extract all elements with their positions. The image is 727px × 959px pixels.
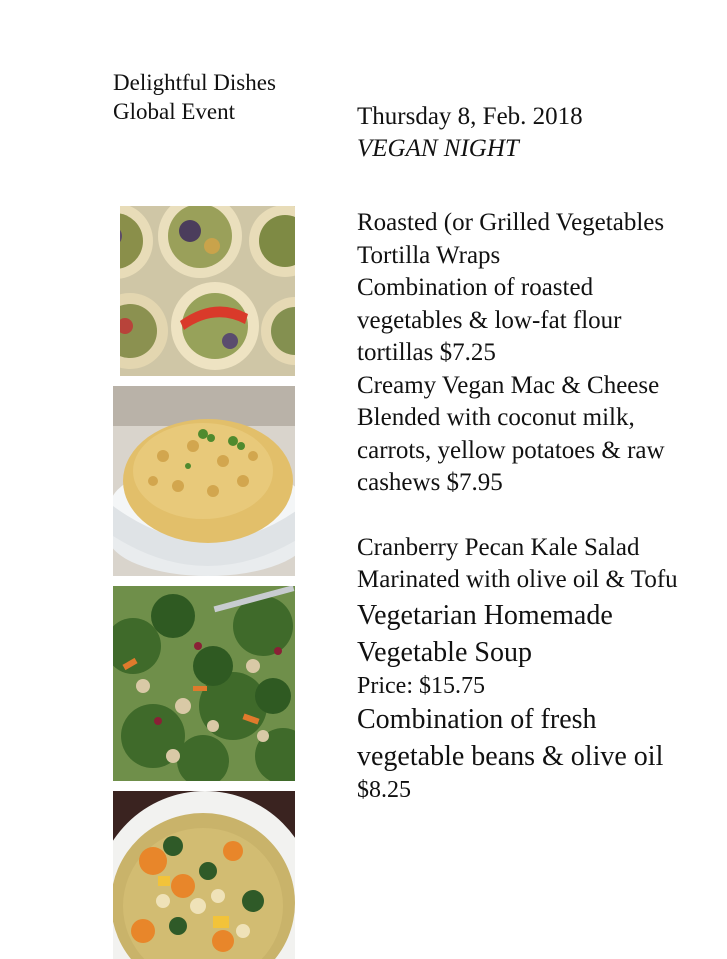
mac-and-cheese-photo: [113, 386, 295, 576]
menu-item-description: cashews $7.95: [357, 469, 503, 496]
event-heading: [357, 101, 583, 165]
menu-item-name: Vegetable Soup: [357, 636, 532, 668]
organizer-heading: [113, 68, 276, 126]
menu-item-price: $8.25: [357, 776, 411, 803]
menu-item-name: Tortilla Wraps: [357, 241, 501, 269]
menu-list: [357, 207, 727, 805]
menu-item-name: Cranberry Pecan Kale Salad: [357, 533, 640, 561]
spacer: [357, 500, 727, 532]
menu-item-description: Marinated with olive oil & Tofu: [357, 566, 678, 593]
menu-item-description: Blended with coconut milk,: [357, 404, 635, 431]
menu-item-name: Vegetarian Homemade: [357, 599, 613, 631]
menu-item-description: tortillas $7.25: [357, 339, 496, 366]
tortilla-wraps-photo: [120, 206, 295, 376]
menu-item-name: Roasted (or Grilled Vegetables: [357, 209, 665, 236]
event-theme: VEGAN NIGHT: [357, 135, 519, 162]
event-date: Thursday 8, Feb. 2018: [357, 103, 583, 130]
menu-item-description: Combination of roasted: [357, 274, 594, 301]
organizer-name: Delightful Dishes: [113, 70, 276, 95]
vegetable-soup-photo: [113, 791, 295, 959]
menu-item-description: vegetables & low-fat flour: [357, 306, 622, 334]
kale-salad-photo: [113, 586, 295, 781]
menu-item-description: Combination of fresh: [357, 703, 597, 735]
menu-item-kale-salad: [357, 532, 727, 597]
menu-item-name: Creamy Vegan Mac & Cheese: [357, 371, 660, 399]
organizer-event: Global Event: [113, 99, 235, 124]
menu-item-mac-and-cheese: [357, 370, 727, 500]
menu-item-tortilla-wraps: [357, 207, 727, 370]
menu-item-price: Price: $15.75: [357, 672, 485, 699]
menu-item-description: carrots, yellow potatoes & raw: [357, 436, 665, 464]
menu-item-description: vegetable beans & olive oil: [357, 740, 664, 772]
menu-item-vegetable-soup: [357, 597, 727, 805]
